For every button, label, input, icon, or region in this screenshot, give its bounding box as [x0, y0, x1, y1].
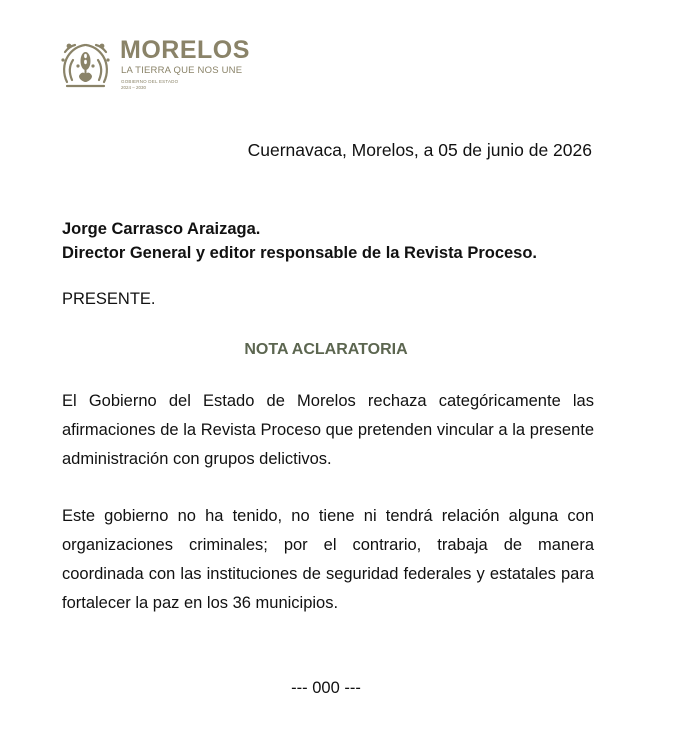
logo-years: 2024 – 2030 [121, 85, 147, 90]
logo-subtitle: GOBIERNO DEL ESTADO [121, 79, 179, 84]
body-paragraph: El Gobierno del Estado de Morelos rechaza categóricamente las afirmaciones de la Revista Proceso que pretenden vincular a la presente administración con grupos delictivos. [62, 392, 594, 468]
recipient-title: Director General y editor responsable de la Revista Proceso. [62, 244, 538, 262]
logo-wordmark: MORELOS [120, 36, 250, 64]
morelos-logo [57, 36, 257, 96]
document-heading: NOTA ACLARATORIA [244, 341, 408, 358]
salutation: PRESENTE. [62, 290, 156, 308]
body-paragraph: Este gobierno no ha tenido, no tiene ni tendrá relación alguna con organizaciones criminales; por el contrario, trabaja de manera coordinada con las instituciones de seguridad federales y estatales para fortalecer la paz en los 36 municipios. [62, 507, 594, 612]
logo-tagline: LA TIERRA QUE NOS UNE [121, 65, 243, 76]
recipient-name: Jorge Carrasco Araizaga. [62, 220, 261, 238]
date-line: Cuernavaca, Morelos, a 05 de junio de 2026 [247, 140, 592, 160]
closing-mark: --- 000 --- [291, 679, 361, 697]
recipient-block [62, 217, 537, 265]
morelos-crest-icon [57, 36, 114, 93]
